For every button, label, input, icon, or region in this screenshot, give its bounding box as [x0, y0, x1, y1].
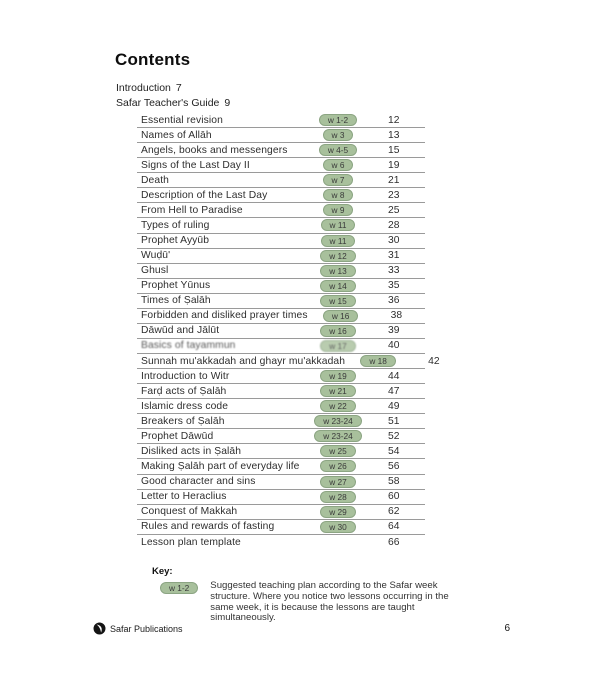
safar-logo-icon: [93, 622, 106, 635]
toc-row-title: Names of Allāh: [141, 129, 212, 141]
week-badge: w 23-24: [314, 430, 362, 442]
week-cell: [305, 506, 371, 518]
toc-row-page: 52: [388, 430, 400, 442]
toc-row-title: Sunnah mu'akkadah and ghayr mu'akkadah: [141, 355, 346, 367]
toc-row-title: Description of the Last Day: [141, 189, 268, 201]
week-badge: w 9: [323, 204, 354, 216]
toc-row: [137, 490, 425, 505]
toc-row: [137, 294, 425, 309]
week-badge: w 27: [320, 476, 356, 488]
week-cell: [305, 219, 371, 231]
toc-row-page: 12: [388, 114, 400, 126]
key-section: [152, 566, 472, 624]
toc-row: [137, 414, 425, 429]
week-cell: [345, 355, 411, 367]
toc-row: [137, 429, 425, 444]
week-badge: w 23-24: [314, 415, 362, 427]
publisher-brand: [93, 622, 183, 635]
toc-row: [137, 384, 425, 399]
page-footer: [93, 622, 510, 635]
toc-row: [137, 399, 425, 414]
toc-row-title: Lesson plan template: [141, 536, 241, 548]
week-badge: w 13: [320, 265, 356, 277]
toc-row: [137, 188, 425, 203]
week-cell: [305, 385, 371, 397]
page-title: Contents: [115, 50, 191, 69]
week-badge: w 29: [320, 506, 356, 518]
week-cell: [305, 400, 371, 412]
week-badge: w 7: [323, 174, 354, 186]
toc-row: [137, 354, 440, 369]
intro-title: Safar Teacher's Guide: [116, 97, 220, 110]
toc-row-title: Rules and rewards of fasting: [141, 521, 275, 533]
toc-row-title: Ghusl: [141, 265, 169, 277]
week-badge: w 22: [320, 400, 356, 412]
toc-row: [137, 143, 425, 158]
toc-row: [137, 113, 425, 128]
toc-row-page: 49: [388, 400, 400, 412]
week-badge: w 28: [320, 491, 356, 503]
week-cell: [305, 340, 371, 352]
week-cell: [305, 250, 371, 262]
week-badge: w 4-5: [319, 144, 357, 156]
toc-row: [137, 535, 425, 550]
key-label: Key:: [152, 566, 173, 577]
toc-row-page: 30: [388, 235, 400, 247]
toc-row: [137, 249, 425, 264]
week-cell: [305, 129, 371, 141]
week-cell: [305, 325, 371, 337]
week-cell: [305, 295, 371, 307]
toc-row-page: 31: [388, 250, 400, 262]
week-cell: [305, 521, 371, 533]
toc-row-page: 66: [388, 536, 400, 548]
intro-page: 7: [175, 82, 182, 94]
toc-row: [137, 173, 425, 188]
toc-row-title: Letter to Heraclius: [141, 491, 227, 503]
toc-row-page: 13: [388, 129, 400, 141]
week-badge: w 21: [320, 385, 356, 397]
toc-row: [137, 505, 425, 520]
toc-row-page: 51: [388, 415, 400, 427]
toc-row-title: Dāwūd and Jālūt: [141, 325, 220, 337]
week-badge: w 16: [320, 325, 356, 337]
week-badge: w 16: [323, 310, 359, 322]
toc-row-page: 58: [388, 476, 400, 488]
toc-row-title: Conquest of Makkah: [141, 506, 238, 518]
toc-row-page: 64: [388, 521, 400, 533]
toc-row: [137, 444, 425, 459]
intro-list: [116, 81, 230, 112]
toc-row-title: Signs of the Last Day II: [141, 159, 250, 171]
toc-table: [137, 113, 440, 550]
week-badge: w 25: [320, 445, 356, 457]
week-cell: [305, 174, 371, 186]
toc-row-title: Essential revision: [141, 114, 223, 126]
toc-row-page: 36: [388, 295, 400, 307]
toc-row-title: Introduction to Witr: [141, 370, 230, 382]
key-week-badge: w 1-2: [160, 582, 198, 594]
week-cell: [305, 430, 371, 442]
toc-row-title: Times of Ṣalāh: [141, 295, 211, 307]
toc-row: [137, 309, 425, 324]
week-badge: w 12: [320, 250, 356, 262]
toc-row-title: Death: [141, 174, 169, 186]
toc-row-title: Forbidden and disliked prayer times: [141, 310, 308, 322]
toc-row-title: Making Ṣalāh part of everyday life: [141, 460, 300, 472]
toc-row-page: 35: [388, 280, 400, 292]
week-badge: w 6: [323, 159, 354, 171]
week-cell: [305, 415, 371, 427]
week-badge: w 17: [320, 340, 356, 352]
toc-row-title: Farḍ acts of Ṣalāh: [141, 385, 227, 397]
toc-row-title: Good character and sins: [141, 476, 256, 488]
toc-row: [137, 520, 425, 535]
week-badge: w 26: [320, 460, 356, 472]
toc-row: [137, 339, 425, 354]
toc-row-title: From Hell to Paradise: [141, 204, 243, 216]
week-cell: [305, 159, 371, 171]
week-cell: [305, 204, 371, 216]
toc-row: [137, 279, 425, 294]
toc-row: [137, 459, 425, 474]
toc-row-title: Breakers of Ṣalāh: [141, 415, 225, 427]
week-badge: w 8: [323, 189, 354, 201]
week-cell: [305, 114, 371, 126]
footer-page-number: 6: [504, 623, 510, 634]
toc-row-title: Prophet Yūnus: [141, 280, 211, 292]
toc-row-page: 23: [388, 189, 400, 201]
intro-item-introduction: [116, 81, 230, 96]
toc-row: [137, 234, 425, 249]
intro-title: Introduction: [116, 82, 171, 94]
week-cell: [305, 476, 371, 488]
toc-row-title: Prophet Ayyūb: [141, 235, 210, 247]
toc-row-page: 62: [388, 506, 400, 518]
toc-row-page: 39: [388, 325, 400, 337]
toc-row-title: Types of ruling: [141, 219, 210, 231]
intro-page: 9: [224, 97, 231, 110]
toc-row-title: Basics of tayammun: [141, 340, 236, 352]
toc-row-page: 47: [388, 385, 400, 397]
week-badge: w 18: [360, 355, 396, 367]
week-cell: [305, 265, 371, 277]
week-badge: w 14: [320, 280, 356, 292]
toc-row-page: 42: [428, 355, 440, 367]
week-cell: [308, 310, 374, 322]
toc-row-title: Disliked acts in Ṣalāh: [141, 445, 242, 457]
toc-row-title: Wuḍū': [141, 250, 171, 262]
toc-row-page: 40: [388, 340, 400, 352]
toc-row-page: 21: [388, 174, 400, 186]
toc-row-page: 15: [388, 144, 400, 156]
intro-item-teachers-guide: [116, 96, 230, 111]
publisher-name: Safar Publications: [110, 623, 183, 634]
week-badge: w 3: [323, 129, 354, 141]
week-badge: w 11: [321, 235, 356, 247]
toc-row-title: Angels, books and messengers: [141, 144, 288, 156]
week-badge: w 11: [321, 219, 356, 231]
toc-row: [137, 128, 425, 143]
toc-row: [137, 218, 425, 233]
toc-row: [137, 369, 425, 384]
toc-row-title: Prophet Dāwūd: [141, 430, 214, 442]
week-cell: [305, 460, 371, 472]
toc-row-page: 56: [388, 460, 400, 472]
week-cell: [305, 370, 371, 382]
week-badge: w 19: [320, 370, 356, 382]
toc-row-page: 33: [388, 265, 400, 277]
week-cell: [305, 445, 371, 457]
week-cell: [305, 280, 371, 292]
week-cell: [305, 235, 371, 247]
toc-row: [137, 203, 425, 218]
toc-row-page: 19: [388, 159, 400, 171]
toc-row-page: 44: [388, 370, 400, 382]
week-cell: [305, 144, 371, 156]
toc-row-page: 38: [390, 310, 403, 322]
toc-row-page: 28: [388, 219, 400, 231]
week-badge: w 1-2: [319, 114, 357, 126]
week-cell: [305, 491, 371, 503]
week-cell: [305, 189, 371, 201]
toc-row-page: 60: [388, 491, 400, 503]
key-text: Suggested teaching plan according to the Safar week structure. Where you notice two lessons occurring in the same week, it is because the lessons are taught simultaneously.: [210, 580, 449, 624]
toc-row: [137, 324, 425, 339]
toc-row-page: 25: [388, 204, 400, 216]
toc-row-title: Islamic dress code: [141, 400, 229, 412]
toc-row: [137, 158, 425, 173]
toc-row-page: 54: [388, 445, 400, 457]
week-badge: w 15: [320, 295, 356, 307]
toc-row: [137, 264, 425, 279]
week-badge: w 30: [320, 521, 356, 533]
toc-row: [137, 475, 425, 490]
